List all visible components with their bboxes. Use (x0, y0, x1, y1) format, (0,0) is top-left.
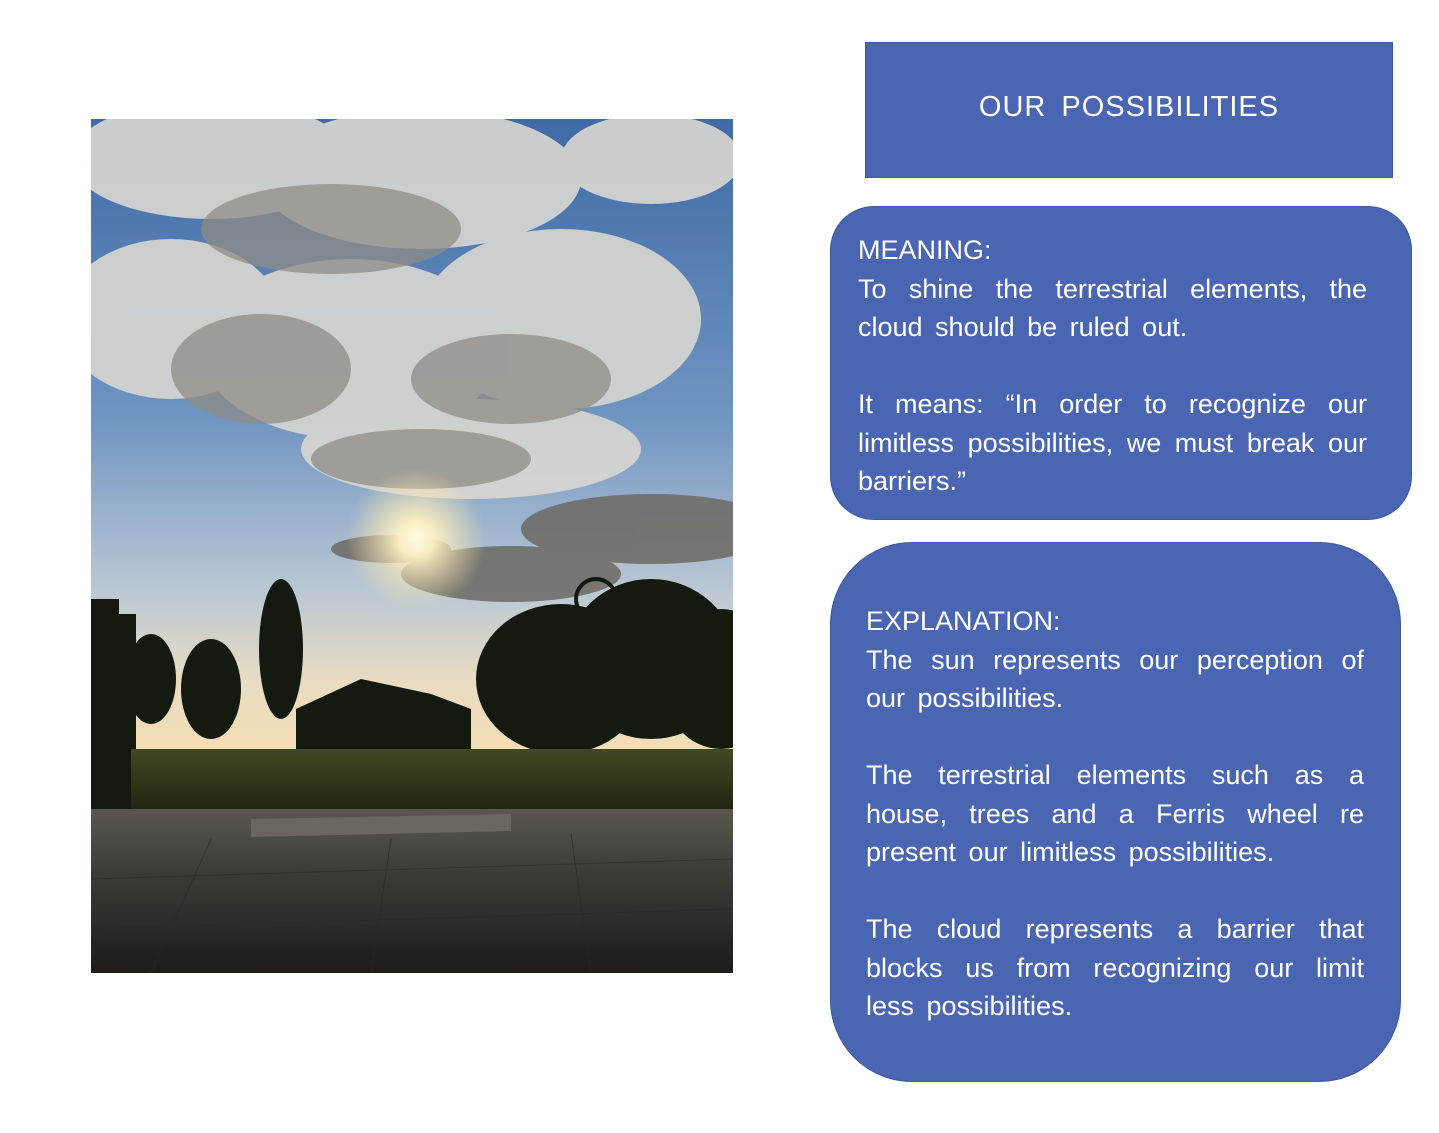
sunset-photo (91, 119, 733, 973)
page-title: OUR POSSIBILITIES (978, 90, 1280, 123)
explanation-heading: EXPLANATION: (866, 606, 1061, 636)
meaning-paragraph: To shine the terrestrial elements, the cloud should be ruled out. (858, 273, 1367, 342)
explanation-card (830, 542, 1401, 1082)
explanation-paragraph: The cloud represents a barrier that blocks us from recognizing our limit less possibilities. (866, 914, 1364, 1021)
title-banner (865, 42, 1393, 178)
meaning-heading: MEANING: (858, 235, 992, 265)
explanation-paragraph: The sun represents our perception of our possibilities. (866, 644, 1364, 713)
meaning-card (830, 206, 1412, 520)
meaning-paragraph: It means: “In order to recognize our limitless possibilities, we must break our barriers.” (858, 389, 1367, 496)
explanation-paragraph: The terrestrial elements such as a house, trees and a Ferris wheel re present our limitless possibilities. (866, 760, 1364, 867)
